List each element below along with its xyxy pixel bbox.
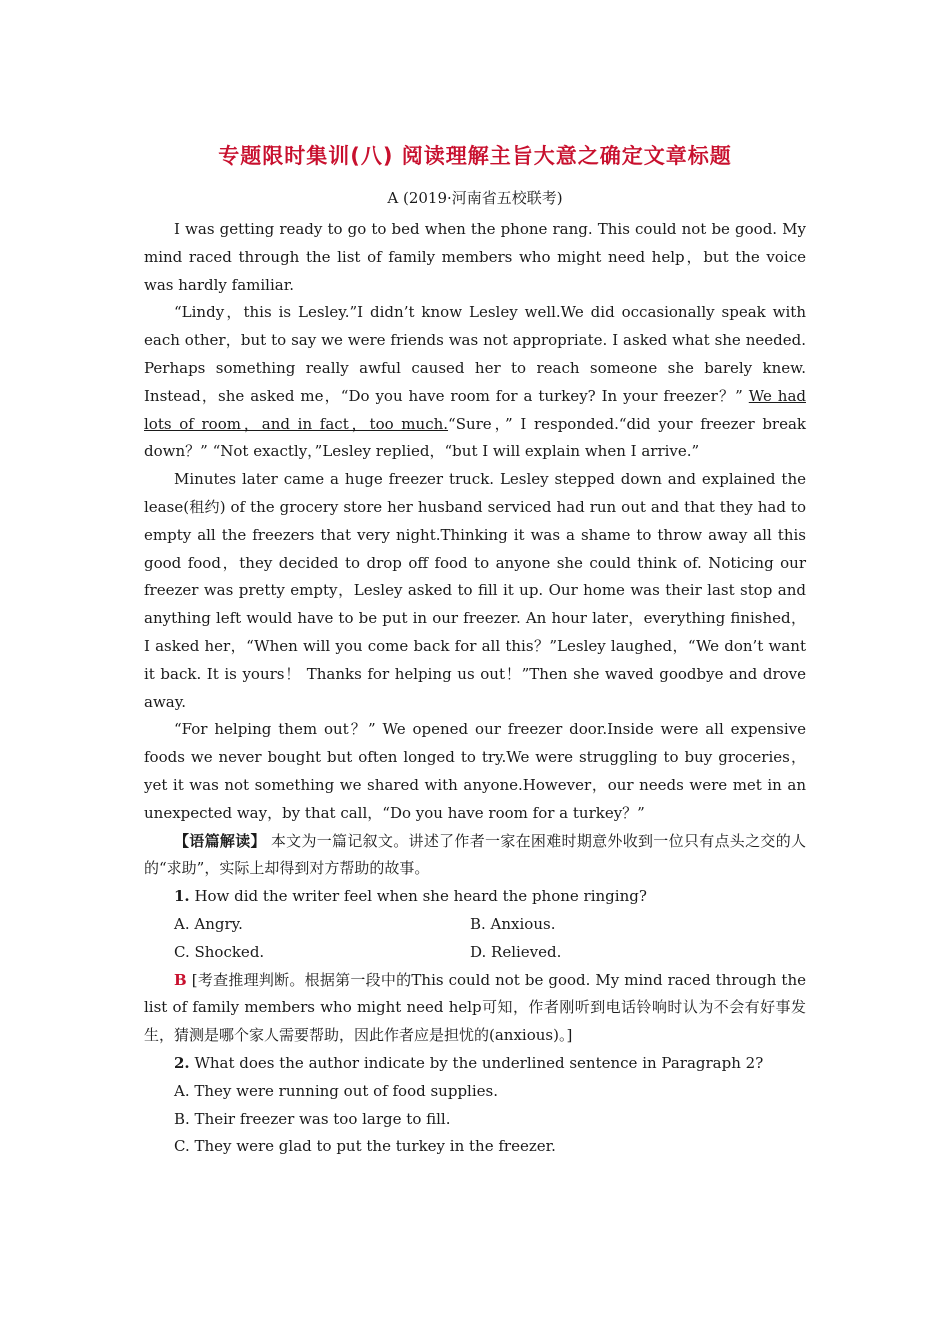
answer-letter: B [174, 970, 187, 989]
analysis-label: 【语篇解读】 [174, 831, 266, 850]
passage-source: A (2019·河南省五校联考) [387, 189, 563, 207]
question-1-options-row-2 [144, 939, 806, 967]
document-title: 专题限时集训(八) 阅读理解主旨大意之确定文章标题 [218, 144, 732, 168]
document-page [144, 140, 806, 1161]
question-1-option-d: D. Relieved. [470, 942, 562, 961]
question-2-option-b: B. Their freezer was too large to fill. [174, 1109, 451, 1128]
paragraph-1: I was getting ready to go to bed when the phone rang. This could not be good. My mind raced through the list of family members who might need help，but the voice was hardly familiar. [144, 220, 806, 294]
analysis-text: 本文为一篇记叙文。讲述了作者一家在困难时期意外收到一位只有点头之交的人的“求助”，实际上却得到对方帮助的故事。 [144, 831, 806, 878]
question-1-text: How did the writer feel when she heard the phone ringing? [189, 887, 647, 906]
answer-explanation: [考查推理判断。根据第一段中的This could not be good. My mind raced through the list of family members who might need help可知，作者刚听到电话铃响时认为不会有好事发生，猜测是哪个家人需要帮助，因此作者应是担忧的(anxious)。] [144, 970, 806, 1045]
question-1-option-c: C. Shocked. [174, 942, 265, 961]
paragraph-2-text-after: “Sure，” I responded.“did your freezer break down？” “Not exactly，”Lesley replied，“but I will explain when I arrive.” [144, 414, 806, 461]
question-2-text: What does the author indicate by the underlined sentence in Paragraph 2? [189, 1053, 764, 1072]
question-1-number: 1. [174, 887, 190, 906]
question-1 [144, 883, 806, 911]
question-1-options-row-1 [144, 911, 806, 939]
question-1-option-b: B. Anxious. [470, 914, 556, 933]
underlined-sentence: We had lots of room，and in fact，too much. [144, 386, 806, 433]
paragraph-3: Minutes later came a huge freezer truck. Lesley stepped down and explained the lease(租约) of the grocery store her husband serviced had run out and that they had to empty all the freezers that very night.Thinking it was a shame to throw away all this good food，they decided to drop off food to anyone she could think of. Noticing our freezer was pretty empty，Lesley asked to fill it up. Our home was their last stop and anything left would have to be put in our freezer. An hour later，everything finished，I asked her，“When will you come back for all this？”Lesley laughed，“We don’t want it back. It is yours！ Thanks for helping us out！”Then she waved goodbye and drove away. [144, 470, 806, 711]
question-1-option-a: A. Angry. [174, 914, 243, 933]
passage-analysis [144, 828, 806, 884]
question-2-number: 2. [174, 1053, 190, 1072]
paragraph-4: “For helping them out？” We opened our freezer door.Inside were all expensive foods we never bought but often longed to try.We were struggling to buy groceries，yet it was not something we shared with anyone.However，our needs were met in an unexpected way，by that call，“Do you have room for a turkey？” [144, 720, 806, 822]
question-2-option-a: A. They were running out of food supplies. [174, 1081, 498, 1100]
paragraph-2 [144, 299, 806, 466]
question-2-option-c: C. They were glad to put the turkey in the freezer. [174, 1137, 556, 1156]
question-1-answer [144, 967, 806, 1050]
question-2 [144, 1050, 806, 1078]
paragraph-2-text-before: “Lindy，this is Lesley.”I didn’t know Lesley well.We did occasionally speak with each other，but to say we were friends was not appropriate. I asked what she needed. Perhaps something really awful caused her to reach someone she barely knew. Instead，she asked me，“Do you have room for a turkey? In your freezer？” [144, 303, 806, 405]
